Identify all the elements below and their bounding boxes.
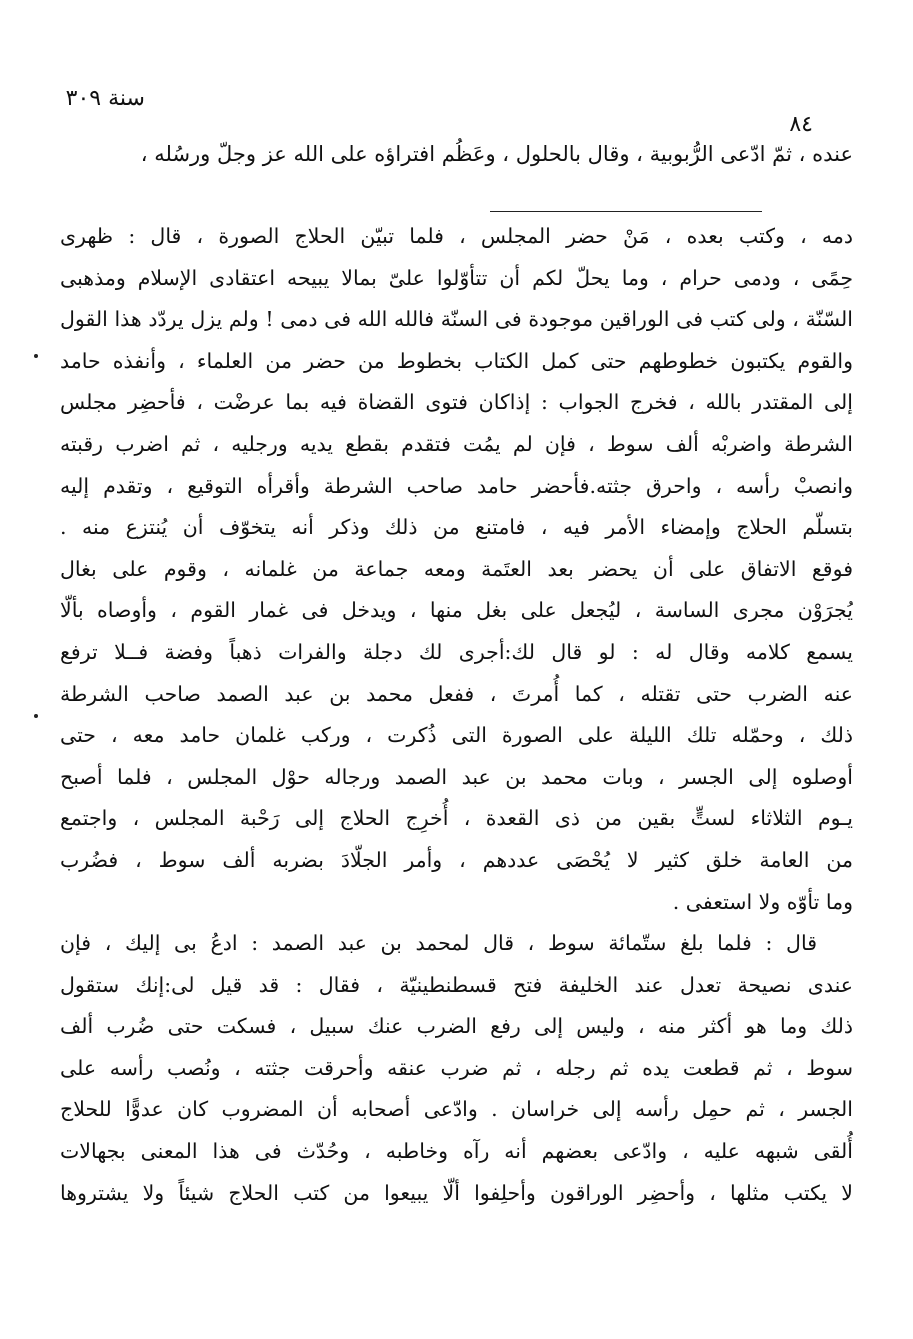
margin-mark — [34, 714, 38, 718]
text-line: قال : فلما بلغ ستّمائة سوط ، قال لمحمد بن عبد الصمد : ادعُ بى إليك ، فإن — [60, 931, 817, 956]
text-line: سوط ، ثم قطعت يده ثم رجله ، ثم ضرب عنقه وأحرقت جثته ، ونُصب رأسه على — [60, 1055, 853, 1080]
text-line: يسمع كلامه وقال له : لو قال لك:أجرى لك دجلة والفرات ذهباً وفضة فــلا ترفع — [60, 639, 853, 664]
text-line: عندى نصيحة تعدل عند الخليفة فتح قسطنطينيّة ، فقال : قد قيل لى:إنك ستقول — [60, 972, 853, 997]
text-line: بتسلّم الحلاج وإمضاء الأمر فيه ، فامتنع من ذلك وذكر أنه يتخوّف أن يُنتزع منه . — [60, 515, 853, 540]
text-line: وما تأوّه ولا استعفى . — [672, 889, 853, 914]
text-line: لا يكتب مثلها ، وأحضِر الوراقون وأحلِفوا ألّا يبيعوا من كتب الحلاج شيئاً ولا يشتروها — [60, 1180, 853, 1205]
text-line: الجسر ، ثم حمِل رأسه إلى خراسان . وادّعى أصحابه أن المضروب كان عدوًّا للحلاج — [60, 1097, 853, 1122]
body-text — [60, 216, 853, 1214]
text-line: أُلقى شبهه عليه ، وادّعى بعضهم أنه رآه وخاطبه ، وحُدّث فى هذا المعنى بجهالات — [60, 1139, 853, 1164]
footnote-line: عنده ، ثمّ ادّعى الرُّبوبية ، وقال بالحلول ، وعَظُم افتراؤه على الله عز وجلّ ورسُله ، — [140, 142, 853, 166]
text-line: أوصلوه إلى الجسر ، وبات محمد بن عبد الصمد ورجاله حوْل المجلس ، فلما أصبح — [60, 764, 853, 789]
text-line: الشرطة واضربْه ألف سوط ، فإن لم يمُت فتقدم بقطع يديه ورجليه ، ثم اضرب رقبته — [60, 431, 853, 456]
text-line: عنه الضرب حتى تقتله ، كما أُمرتَ ، ففعل محمد بن عبد الصمد صاحب الشرطة — [60, 681, 853, 706]
text-line: دمه ، وكتب بعده ، مَنْ حضر المجلس ، فلما تبيّن الحلاج الصورة ، قال : ظهرى — [60, 224, 853, 248]
text-line: وانصبْ رأسه ، واحرق جثته.فأحضر حامد صاحب الشرطة وأقرأه التوقيع ، وتقدم إليه — [60, 473, 853, 498]
page-number: ٨٤ — [789, 112, 813, 137]
text-line: يُجرَوْن مجرى الساسة ، ليُجعل على بغل منها ، ويدخل فى غمار القوم ، وأوصاه بألّا — [60, 598, 853, 623]
text-line: من العامة خلق كثير لا يُحْصَى عددهم ، وأمر الجلّادَ بضربه ألف سوط ، فضُرب — [60, 847, 853, 872]
text-line: السّنّة ، ولى كتب فى الوراقين موجودة فى السنّة فالله الله فى دمى ! ولم يزل يردّد هذا القول — [60, 307, 853, 332]
footnote-divider — [490, 211, 762, 212]
text-line: إلى المقتدر بالله ، فخرج الجواب : إذاكان فتوى القضاة فيه بما عرضْت ، فأحضِر مجلس — [60, 390, 853, 415]
text-line: ذلك ، وحمّله تلك الليلة على الصورة التى ذُكرت ، وركب غلمان حامد معه ، حتى — [60, 723, 853, 748]
text-line: والقوم يكتبون خطوطهم حتى كمل الكتاب بخطوط من حضر من العلماء ، وأنفذه حامد — [60, 348, 853, 373]
text-line: ذلك وما هو أكثر منه ، وليس إلى رفع الضرب عنك سبيل ، فسكت حتى ضُرب ألف — [60, 1014, 853, 1039]
text-line: يـوم الثلاثاء لستٍّ بقين من ذى القعدة ، أُخرِج الحلاج إلى رَحْبة المجلس ، واجتمع — [60, 806, 853, 831]
margin-mark — [34, 354, 38, 358]
text-line: فوقع الاتفاق على أن يحضر بعد العتَمة ومعه جماعة من غلمانه ، وقوم على بغال — [60, 556, 853, 581]
running-head: سنة ٣٠٩ — [65, 86, 145, 111]
text-line: حِمًى ، ودمى حرام ، وما يحلّ لكم أن تتأوّلوا علىّ بمالا يبيحه اعتقادى الإسلام ومذهبى — [60, 265, 853, 290]
